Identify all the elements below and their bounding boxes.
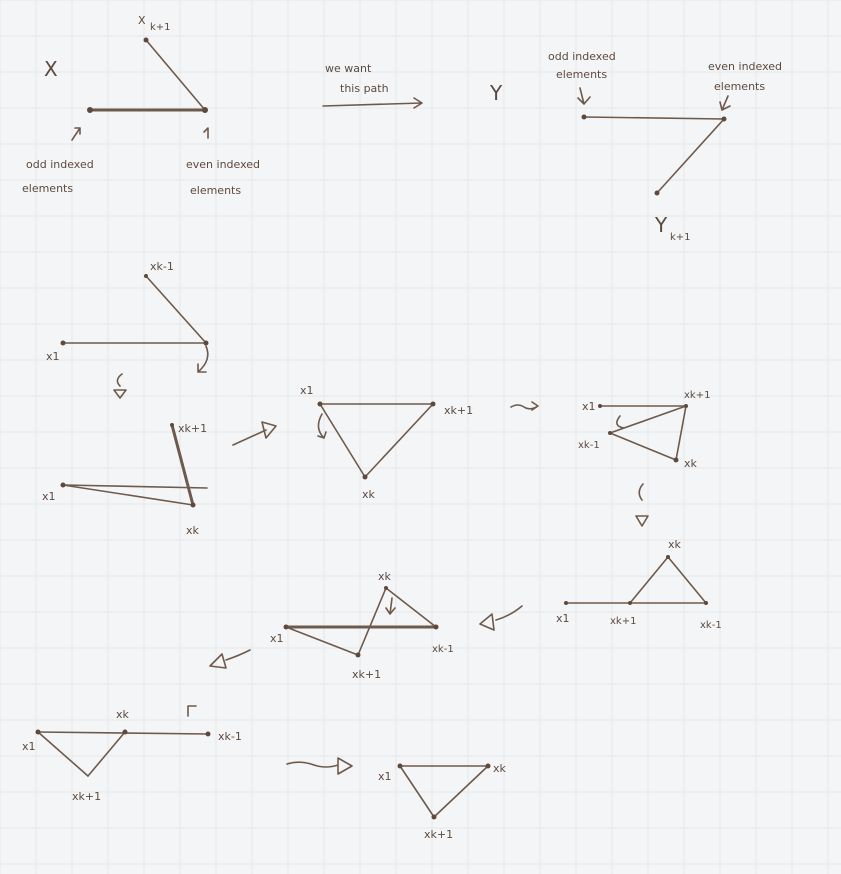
s1-left-label: x1 <box>46 350 60 363</box>
y-right-node <box>722 117 727 122</box>
s1-right-node <box>204 341 209 346</box>
y-bottom-sub: k+1 <box>670 232 691 243</box>
s7-mid-node <box>123 730 128 735</box>
x-left-node <box>87 107 93 113</box>
odd-note-right-line2: elements <box>556 68 608 81</box>
y-symbol: Y <box>490 81 503 105</box>
s6-bottom-label: xk+1 <box>352 668 382 681</box>
s3-bottom-label: xk <box>362 488 375 501</box>
even-pointer-icon <box>204 128 208 138</box>
s8-left-label: x1 <box>378 770 392 783</box>
down-arrow-icon-2 <box>636 484 648 526</box>
s4-mid-node <box>608 431 612 435</box>
s6-left-edge <box>358 588 386 655</box>
s4-bottom-label: xk <box>684 457 697 470</box>
s7-mid-label: xk <box>116 708 129 721</box>
even-note-line2: elements <box>190 184 242 197</box>
right-arrow-icon <box>323 98 422 108</box>
x-top-label: X <box>138 14 146 27</box>
s2-top-label: xk+1 <box>178 422 208 435</box>
s8-bottom-node <box>432 815 437 820</box>
y-bottom-node <box>655 191 660 196</box>
s6-top-node <box>384 586 388 590</box>
step-2 <box>42 422 207 537</box>
y-base-edge <box>584 117 724 119</box>
s8-right-label: xk <box>493 762 506 775</box>
s2-left-label: x1 <box>42 490 56 503</box>
odd-pointer-right-icon <box>578 88 590 104</box>
s7-left-label: x1 <box>22 740 36 753</box>
step-6 <box>270 570 454 681</box>
step-7 <box>22 706 242 803</box>
s3-left-edge <box>320 404 365 477</box>
x-top-sub: k+1 <box>150 22 171 33</box>
s4-left-node <box>598 404 602 408</box>
s6-right-edge <box>386 588 436 627</box>
s5-mid-node <box>628 601 632 605</box>
s5-right-edge <box>668 557 706 603</box>
odd-pointer-icon <box>72 128 80 140</box>
s5-right-node <box>704 601 708 605</box>
s4-lower-edge <box>610 433 676 460</box>
s7-mark-icon <box>188 706 196 716</box>
s7-bottom-label: xk+1 <box>72 790 102 803</box>
y-left-node <box>582 115 587 120</box>
y-diag-edge <box>657 119 724 193</box>
s5-left-edge <box>630 557 668 603</box>
s7-right-edge <box>88 732 125 776</box>
squiggle-arrow-icon-1 <box>511 402 538 410</box>
s5-left-label: x1 <box>556 612 570 625</box>
s1-top-label: xk-1 <box>150 260 174 273</box>
s6-left-node <box>284 625 289 630</box>
s3-left-label: x1 <box>300 384 314 397</box>
x-diagram <box>22 14 260 197</box>
s7-left-edge <box>38 732 88 776</box>
s4-curl-icon <box>617 416 624 428</box>
step-3 <box>300 384 473 501</box>
s4-mid-label: xk-1 <box>578 440 600 451</box>
s2-bottom-label: xk <box>186 524 199 537</box>
s5-top-node <box>666 555 670 559</box>
s8-left-node <box>398 764 403 769</box>
odd-note-line1: odd indexed <box>26 158 94 171</box>
s5-mid-label: xk+1 <box>610 616 637 627</box>
s7-left-node <box>36 730 41 735</box>
s5-right-label: xk-1 <box>700 620 722 631</box>
s1-left-node <box>61 341 66 346</box>
x-symbol: X <box>44 57 58 81</box>
step-1 <box>46 260 209 398</box>
y-diagram <box>489 50 782 243</box>
s3-left-node <box>318 402 323 407</box>
s8-bottom-label: xk+1 <box>424 828 454 841</box>
even-note-line1: even indexed <box>186 158 261 171</box>
s4-bottom-node <box>674 458 679 463</box>
down-arrow-icon-1 <box>114 374 126 398</box>
s4-left-label: x1 <box>582 400 596 413</box>
s8-right-node <box>486 764 491 769</box>
left-arrow-icon-1 <box>480 606 522 630</box>
right-arrow-icon-2 <box>287 758 352 774</box>
s4-topright-label: xk+1 <box>684 390 711 401</box>
s1-top-node <box>144 274 148 278</box>
step-5 <box>556 538 722 631</box>
s7-right-node <box>206 732 211 737</box>
s3-right-node <box>431 402 436 407</box>
s6-right-label: xk-1 <box>432 644 454 655</box>
want-arrow <box>323 62 422 108</box>
x-top-node <box>144 38 149 43</box>
s6-cross-edge <box>286 627 358 655</box>
s6-right-node <box>434 625 439 630</box>
odd-note-right-line1: odd indexed <box>548 50 616 63</box>
s3-right-label: xk+1 <box>444 404 474 417</box>
s3-bottom-node <box>363 475 368 480</box>
step-8 <box>378 762 507 841</box>
even-note-right-line2: elements <box>714 80 766 93</box>
s5-left-node <box>564 601 568 605</box>
y-bottom-label: Y <box>655 213 668 237</box>
s6-left-label: x1 <box>270 632 284 645</box>
s5-top-label: xk <box>668 538 681 551</box>
diag-arrow-icon-1 <box>233 422 276 445</box>
x-right-node <box>202 107 208 113</box>
arrow-note-line1: we want <box>325 62 372 75</box>
even-note-right-line1: even indexed <box>708 60 783 73</box>
s1-curl-arrow-icon <box>198 346 208 372</box>
s2-top-node <box>170 423 174 427</box>
step-4 <box>578 390 710 526</box>
s1-diag-edge <box>146 276 206 343</box>
x-diag-edge <box>146 40 205 110</box>
s2-diag-edge <box>172 425 193 505</box>
odd-note-line2: elements <box>22 182 74 195</box>
s2-bottom-node <box>191 503 196 508</box>
s6-top-label: xk <box>378 570 391 583</box>
s6-bottom-node <box>356 653 361 658</box>
s7-right-label: xk-1 <box>218 730 242 743</box>
s3-right-edge <box>365 404 433 477</box>
arrow-note-line2: this path <box>340 82 389 95</box>
s3-curl-arrow-icon <box>318 414 326 438</box>
s2-left-node <box>61 483 66 488</box>
s4-topright-node <box>684 404 688 408</box>
